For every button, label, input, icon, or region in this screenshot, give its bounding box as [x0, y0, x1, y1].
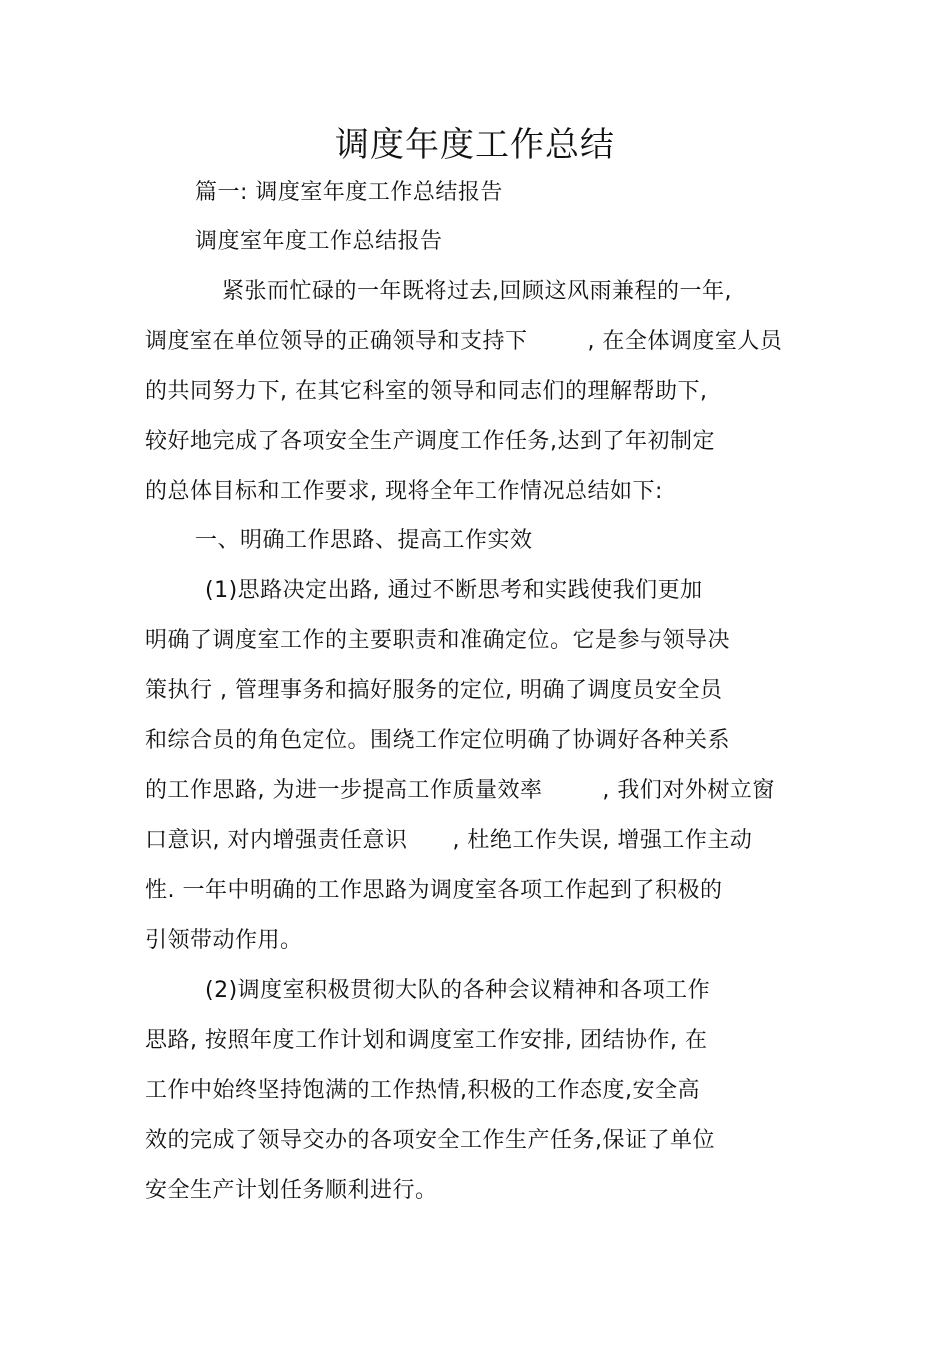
- paragraph-line: 性. 一年中明确的工作思路为调度室各项工作起到了积极的: [145, 878, 723, 903]
- paragraph-line: 思路, 按照年度工作计划和调度室工作安排, 团结协作, 在: [145, 1028, 708, 1053]
- document-title: 调度年度工作总结: [335, 125, 615, 165]
- paragraph-line: 工作中始终坚持饱满的工作热情,积极的工作态度,安全高: [145, 1078, 700, 1103]
- paragraph-line: 的总体目标和工作要求, 现将全年工作情况总结如下:: [145, 479, 663, 504]
- paragraph-line: (2)调度室积极贯彻大队的各种会议精神和各项工作: [205, 978, 711, 1003]
- paragraph-line: 调度室在单位领导的正确领导和支持下 , 在全体调度室人员: [145, 329, 783, 354]
- paragraph-line: 口意识, 对内增强责任意识 , 杜绝工作失误, 增强工作主动: [145, 828, 753, 853]
- paragraph-line: 和综合员的角色定位。围绕工作定位明确了协调好各种关系: [145, 728, 731, 753]
- paragraph-line: 紧张而忙碌的一年既将过去,回顾这风雨兼程的一年,: [222, 279, 732, 304]
- paragraph-line: (1)思路决定出路, 通过不断思考和实践使我们更加: [205, 578, 703, 603]
- subsection-heading: 一、明确工作思路、提高工作实效: [195, 528, 533, 553]
- paragraph-line: 策执行 , 管理事务和搞好服务的定位, 明确了调度员安全员: [145, 678, 723, 703]
- paragraph-line: 的共同努力下, 在其它科室的领导和同志们的理解帮助下,: [145, 379, 708, 404]
- paragraph-line: 安全生产计划任务顺利进行。: [145, 1178, 438, 1203]
- report-title: 调度室年度工作总结报告: [195, 229, 443, 254]
- paragraph-line: 引领带动作用。: [145, 928, 303, 953]
- paragraph-line: 的工作思路, 为进一步提高工作质量效率 , 我们对外树立窗: [145, 778, 775, 803]
- paragraph-line: 效的完成了领导交办的各项安全工作生产任务,保证了单位: [145, 1128, 715, 1153]
- paragraph-line: 较好地完成了各项安全生产调度工作任务,达到了年初制定: [145, 429, 715, 454]
- section-heading: 篇一: 调度室年度工作总结报告: [195, 180, 503, 205]
- paragraph-line: 明确了调度室工作的主要职责和准确定位。它是参与领导决: [145, 628, 731, 653]
